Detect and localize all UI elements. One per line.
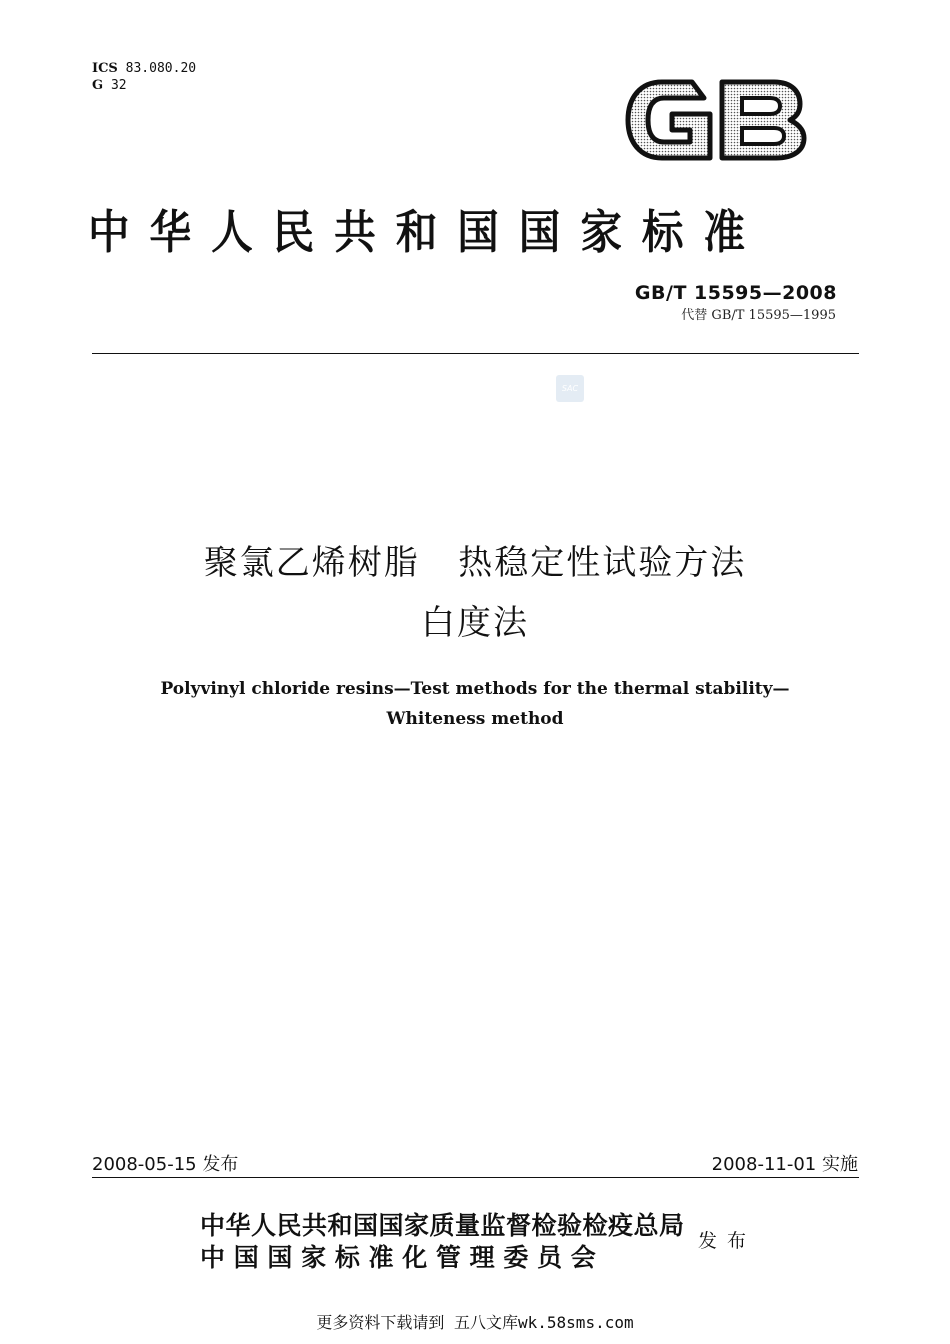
chinese-title-line2: 白度法 bbox=[421, 603, 529, 643]
issue-date: 2008-05-15 发布 bbox=[92, 1154, 239, 1175]
ccs-prefix: G bbox=[92, 78, 104, 93]
footer-download-note: 更多资料下载请到 五八文库wk.58sms.com bbox=[316, 1313, 634, 1332]
top-divider bbox=[92, 353, 859, 354]
classification-codes bbox=[92, 60, 196, 94]
ics-prefix: ICS bbox=[92, 61, 118, 76]
logo-text: GB bbox=[622, 72, 624, 73]
publish-label: 发布 bbox=[698, 1230, 757, 1252]
ccs-code: 32 bbox=[110, 78, 127, 93]
english-title-line1: Polyvinyl chloride resins—Test methods for the thermal stability— bbox=[160, 679, 790, 699]
chinese-title-line1: 聚氯乙烯树脂 热稳定性试验方法 bbox=[203, 543, 747, 583]
sac-watermark: SAC bbox=[556, 375, 584, 402]
implementation-date: 2008-11-01 实施 bbox=[711, 1154, 858, 1175]
replaced-standard: 代替 GB/T 15595—1995 bbox=[681, 308, 836, 323]
national-standard-title: 中华人民共和国国家标准 bbox=[88, 205, 765, 259]
standard-number: GB/T 15595—2008 bbox=[634, 282, 837, 304]
issuer-sac: 中 国 国 家 标 准 化 管 理 委 员 会 bbox=[200, 1243, 596, 1272]
ics-code: 83.080.20 bbox=[125, 61, 197, 76]
gb-logo bbox=[622, 72, 808, 168]
bottom-divider bbox=[92, 1177, 859, 1178]
english-title-line2: Whiteness method bbox=[386, 709, 564, 729]
issuer-aqsiq: 中华人民共和国国家质量监督检验检疫总局 bbox=[200, 1211, 685, 1240]
